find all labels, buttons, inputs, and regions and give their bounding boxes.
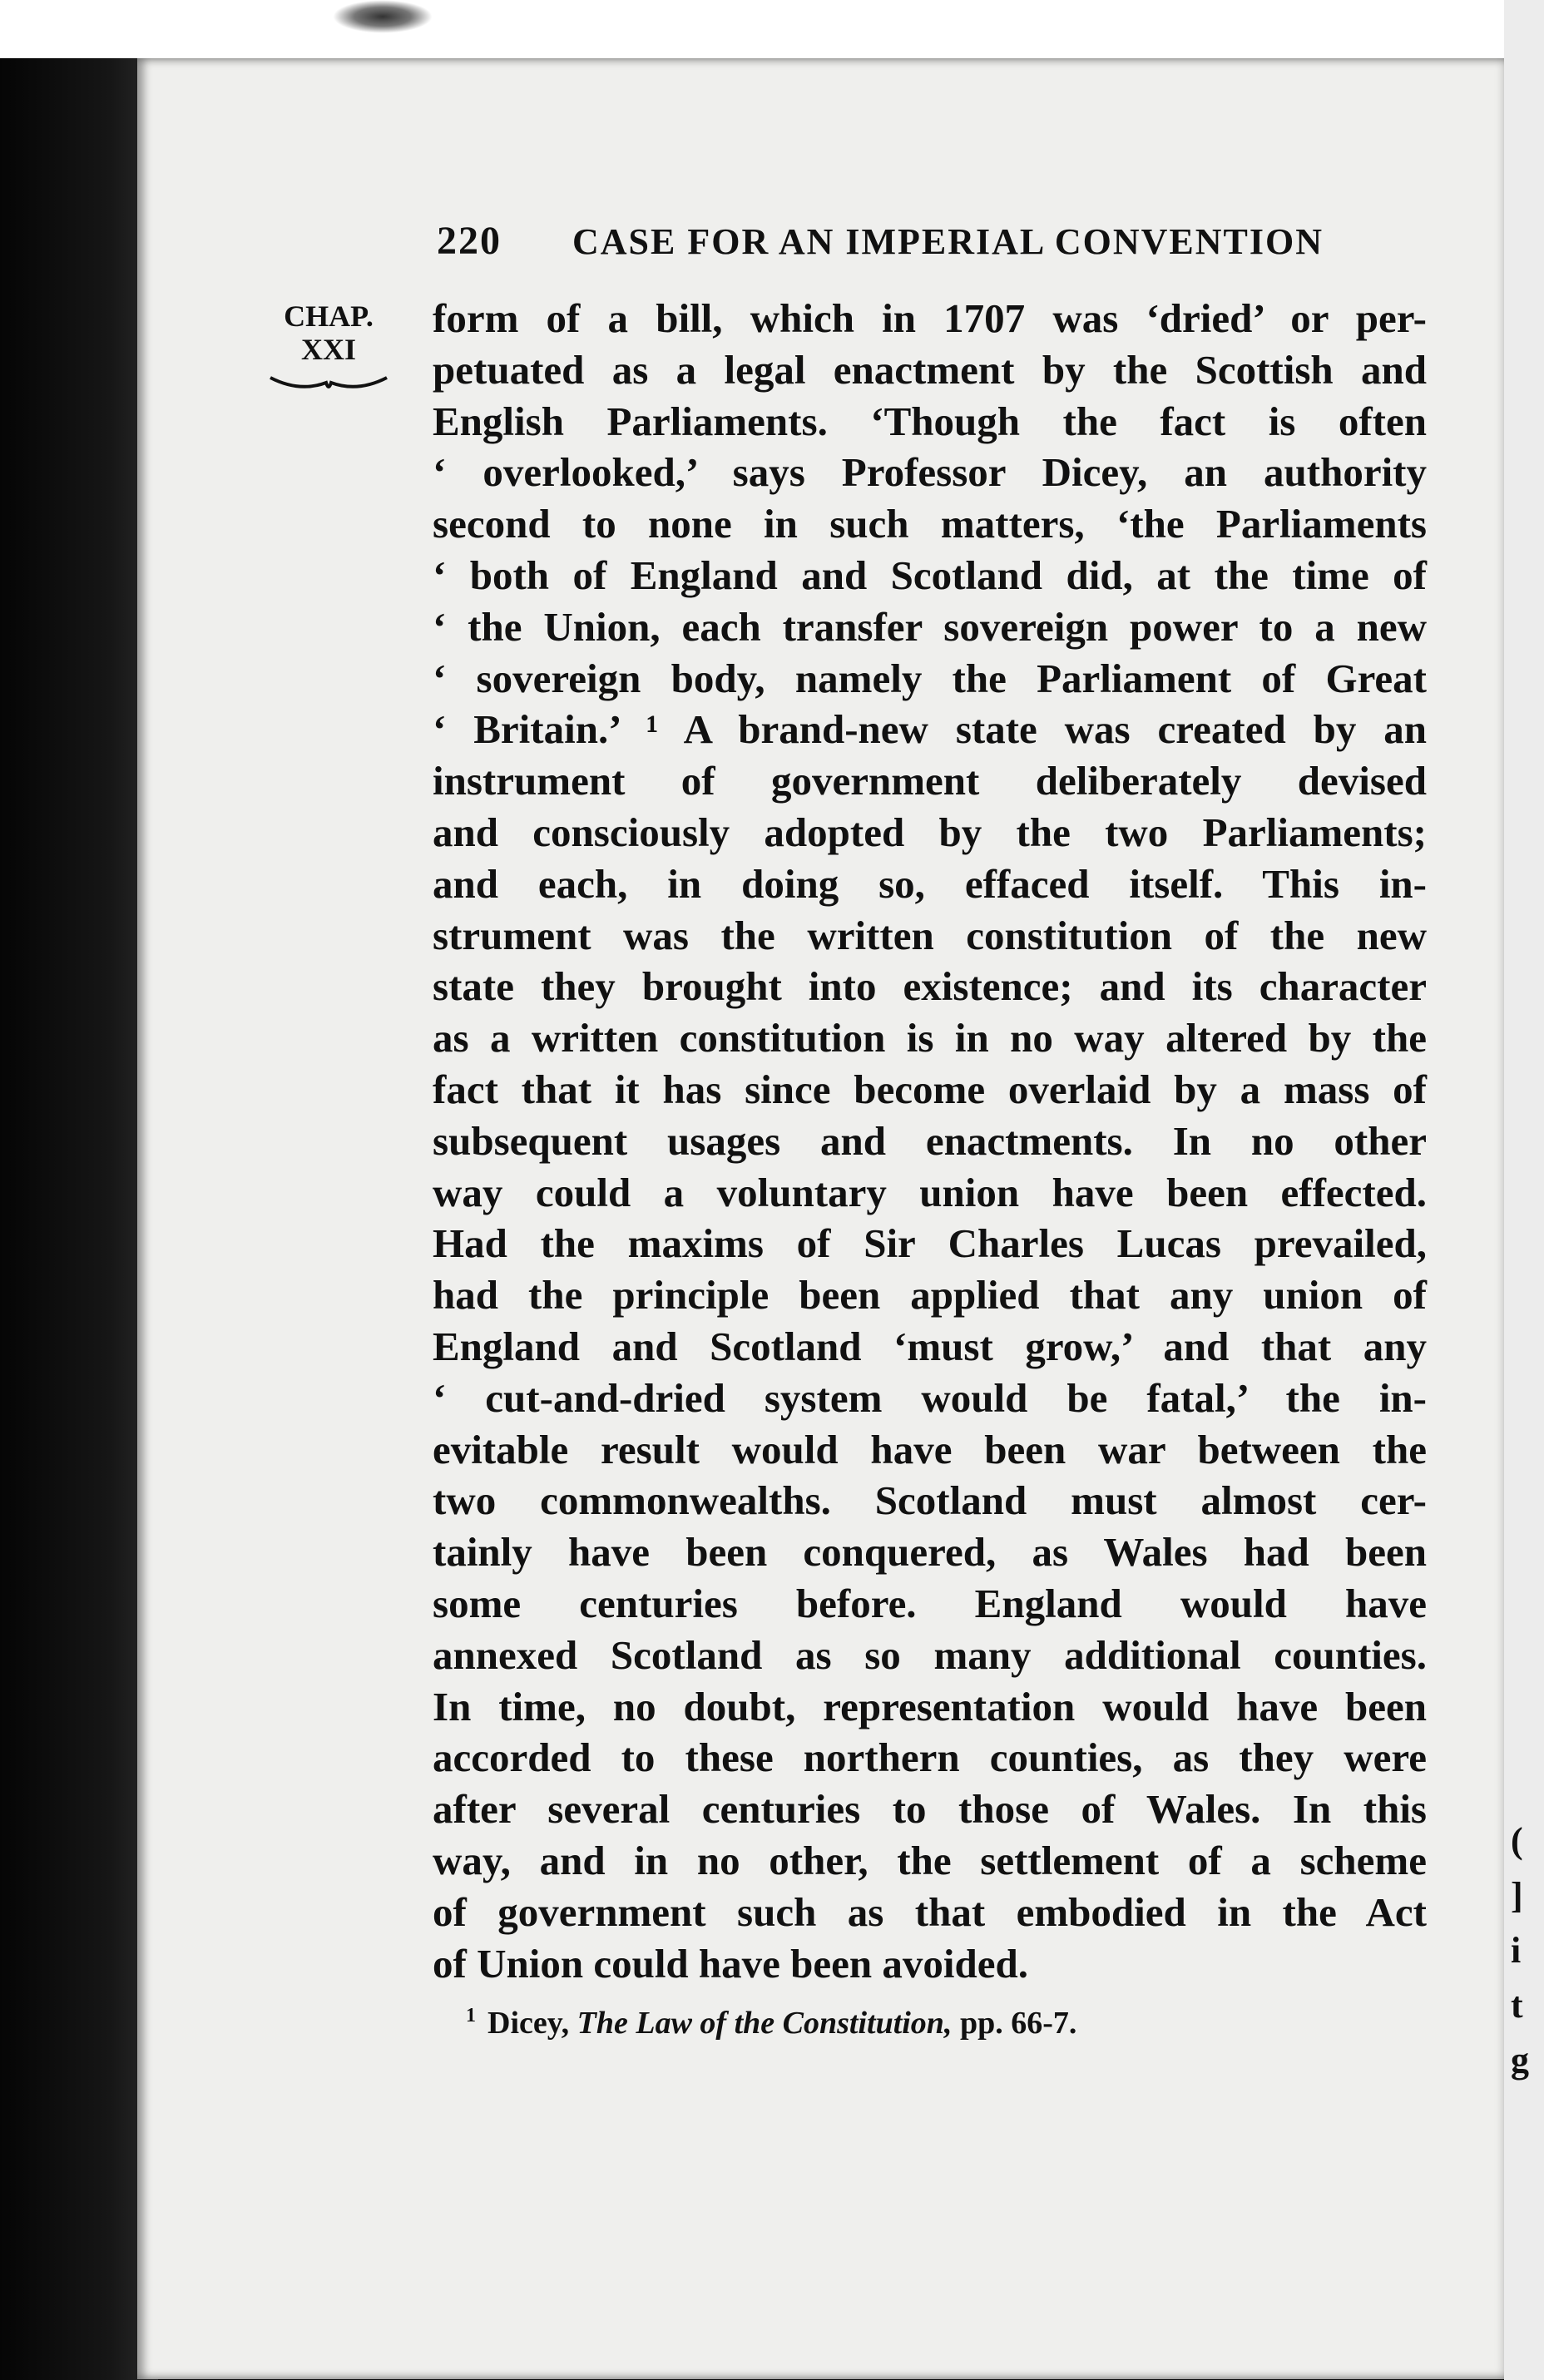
text-line: ‘ overlooked,’ says Professor Dicey, an authority: [433, 449, 1427, 496]
text-line: way could a voluntary union have been effected.: [433, 1169, 1427, 1215]
fragment-glyph: ]: [1511, 1875, 1523, 1916]
text-line: of Union could have been avoided.: [433, 1940, 1029, 1987]
chapter-label: CHAP.: [284, 299, 374, 333]
text-line: way, and in no other, the settlement of a scheme: [433, 1837, 1427, 1883]
footnote: [466, 2005, 1381, 2041]
text-line: ‘ both of England and Scotland did, at the time of: [433, 552, 1427, 598]
fragment-glyph: t: [1511, 1985, 1523, 2026]
chapter-number: XXI: [300, 333, 356, 366]
text-line: form of a bill, which in 1707 was ‘dried’ or per-: [433, 295, 1427, 341]
text-line: strument was the written constitution of the new: [433, 912, 1427, 958]
text-line: fact that it has since become overlaid by a mass of: [433, 1066, 1427, 1112]
footnote-marker: 1: [466, 2005, 476, 2027]
page-number: 220: [437, 219, 502, 263]
adjacent-page-fragments: [1511, 1813, 1544, 2088]
text-line: tainly have been conquered, as Wales had been: [433, 1529, 1427, 1576]
text-line: Had the maxims of Sir Charles Lucas prevailed,: [433, 1220, 1427, 1267]
text-line: as a written constitution is in no way altered by the: [433, 1015, 1427, 1061]
text-line: and each, in doing so, effaced itself. This in-: [433, 860, 1427, 907]
text-line: state they brought into existence; and its character: [433, 963, 1427, 1010]
footnote-pages: pp. 66-7.: [959, 2006, 1077, 2041]
footnote-title: The Law of the Constitution,: [577, 2006, 953, 2041]
running-title: CASE FOR AN IMPERIAL CONVENTION: [572, 221, 1324, 262]
text-line: after several centuries to those of Wales. In this: [433, 1786, 1427, 1833]
text-line: petuated as a legal enactment by the Scottish and: [433, 346, 1427, 393]
text-line: In time, no doubt, representation would have been: [433, 1683, 1427, 1729]
text-line: English Parliaments. ‘Though the fact is often: [433, 398, 1427, 444]
text-line: ‘ Britain.’ ¹ A brand-new state was created by an: [433, 706, 1427, 753]
brace-ornament-icon: [266, 371, 391, 396]
text-line: annexed Scotland as so many additional counties.: [433, 1631, 1427, 1678]
text-line: had the principle been applied that any union of: [433, 1272, 1427, 1319]
chapter-marginal-label: [266, 299, 391, 396]
text-line: ‘ the Union, each transfer sovereign power to a new: [433, 603, 1427, 650]
scan-top-margin: [0, 0, 1544, 58]
body-text: [433, 293, 1427, 1989]
scan-blemish: [333, 0, 433, 33]
text-line: second to none in such matters, ‘the Parliaments: [433, 501, 1427, 547]
fragment-glyph: g: [1511, 2040, 1529, 2081]
footnote-author: Dicey,: [487, 2006, 570, 2041]
text-line: ‘ sovereign body, namely the Parliament of Great: [433, 655, 1427, 701]
text-line: subsequent usages and enactments. In no other: [433, 1117, 1427, 1164]
fragment-glyph: (: [1511, 1820, 1523, 1861]
text-line: ‘ cut-and-dried system would be fatal,’ the in-: [433, 1374, 1427, 1421]
text-line: England and Scotland ‘must grow,’ and that any: [433, 1323, 1427, 1369]
text-line: two commonwealths. Scotland must almost cer-: [433, 1477, 1427, 1524]
text-line: of government such as that embodied in the Act: [433, 1888, 1427, 1935]
fragment-glyph: i: [1511, 1930, 1522, 1971]
text-line: instrument of government deliberately devised: [433, 758, 1427, 804]
text-line: evitable result would have been war between the: [433, 1426, 1427, 1472]
scan-dark-margin: [0, 0, 158, 2380]
text-line: and consciously adopted by the two Parliaments;: [433, 809, 1427, 855]
running-head: [437, 218, 1393, 264]
text-line: some centuries before. England would have: [433, 1580, 1427, 1626]
text-line: accorded to these northern counties, as they were: [433, 1734, 1427, 1781]
